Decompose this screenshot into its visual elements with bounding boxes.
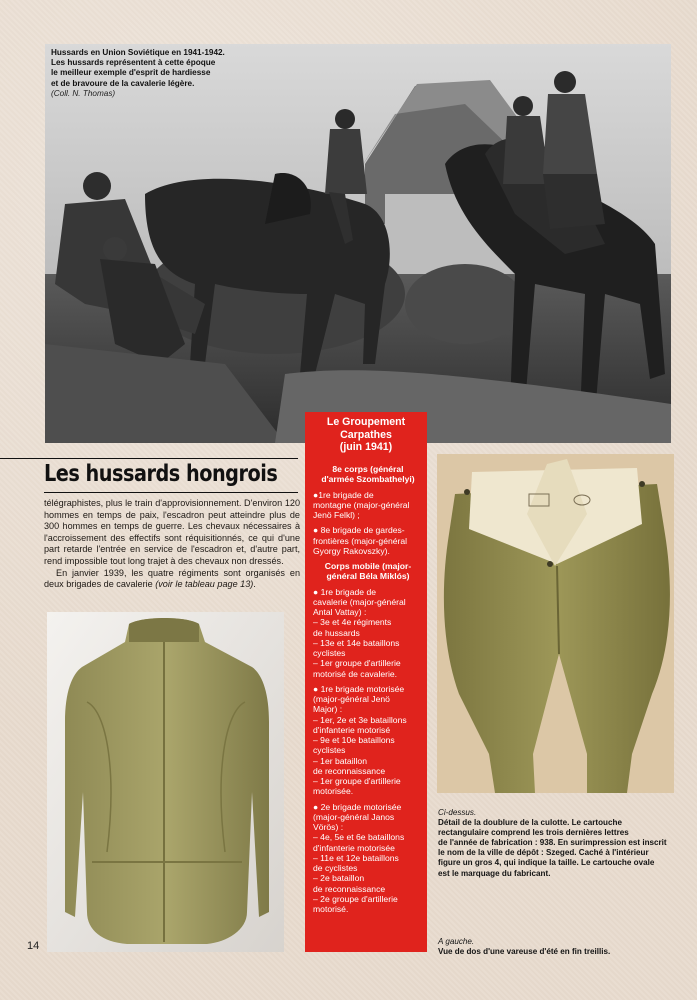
sidebar-entry-line: frontières (major-général xyxy=(313,535,408,546)
sidebar-heading-line: 8e corps (général xyxy=(332,464,404,474)
sidebar-unit-entry xyxy=(313,684,423,797)
caption-line: figure un gros 4, qui indique la taille. Le cartouche ovale xyxy=(438,858,655,868)
sidebar-section-heading xyxy=(313,464,423,485)
sidebar-heading-line: général Béla Miklós) xyxy=(326,571,410,582)
caption-line: est le marquage du fabricant. xyxy=(438,868,551,878)
sidebar-box xyxy=(305,412,427,952)
sidebar-entry-line: ● 8e brigade de gardes- xyxy=(313,525,405,536)
sidebar-content xyxy=(313,464,423,914)
sidebar-entry-line: ● 2e brigade motorisée xyxy=(313,801,402,812)
caption-line: rectangulaire comprend les trois dernières lettres xyxy=(438,828,629,838)
sidebar-entry-line: motorisé. xyxy=(313,904,349,914)
hussars-photo xyxy=(45,44,671,443)
caption-line: de l'année de fabrication : 938. En surimpression est inscrit xyxy=(438,838,667,848)
sidebar-title xyxy=(305,416,427,454)
caption-line: Hussards en Union Soviétique en 1941-1942. xyxy=(51,48,225,57)
sidebar-entry-line: – 9e et 10e bataillons xyxy=(313,735,395,745)
jacket-photo xyxy=(47,612,284,952)
sidebar-entry-line: – 1er groupe d'artillerie xyxy=(313,776,401,786)
caption-line: Détail de la doublure de la culotte. Le cartouche xyxy=(438,818,622,828)
sidebar-entry-line: – 1er bataillon xyxy=(313,755,367,766)
sidebar-entry-line: cyclistes xyxy=(313,745,346,756)
caption-line: le nom de la ville de dépôt : Szeged. Caché à l'intérieur xyxy=(438,848,649,858)
sidebar-entry-line: cavalerie (major-général xyxy=(313,596,406,607)
caption-line: le meilleur exemple d'esprit de hardiesse xyxy=(51,68,211,78)
photo-credit: (Coll. N. Thomas) xyxy=(51,88,116,98)
paragraph-end: . xyxy=(253,579,256,590)
sidebar-entry-line: – 1er, 2e et 3e bataillons xyxy=(313,714,407,725)
sidebar-entry-line: Gyorgy Rakovszky). xyxy=(313,545,390,556)
sidebar-entry-line: ● 1re brigade motorisée xyxy=(313,683,405,694)
caption-lead: Ci-dessus. xyxy=(438,808,477,817)
sidebar-entry-line: de reconnaissance xyxy=(313,765,386,776)
sidebar-unit-entry xyxy=(313,525,423,556)
table-reference: (voir le tableau page 13) xyxy=(155,579,254,590)
body-paragraph: télégraphistes, plus le train d'approvisionnement. D'environ 120 hommes en temps de paix, l'escadron peut atteindre plus de 300 hommes en temps de guerre. Les chevaux nécessaires à l'accroissement des effectifs sont réquisitionnés, ce qui d'une part retarde l'entrée en service de l'escadron et, d'autre part, rend impossible tout long trajet à des chevaux non dressés. xyxy=(44,498,300,566)
jacket-caption xyxy=(438,937,683,957)
sidebar-entry-line: d'infanterie motorisée xyxy=(313,842,395,853)
sidebar-entry-line: cyclistes xyxy=(313,648,346,658)
sidebar-entry-line: Vörös) : xyxy=(313,822,344,832)
sidebar-entry-line: motorisé de cavalerie. xyxy=(313,668,398,679)
sidebar-entry-line: – 2e bataillon xyxy=(313,873,365,884)
sidebar-entry-line: – 2e groupe d'artillerie xyxy=(313,893,398,904)
sidebar-title-line: Le Groupement xyxy=(326,416,406,428)
sidebar-entry-line: ● 1re brigade de xyxy=(313,586,377,597)
paragraph-start: En janvier 1939, les quatre régiments sont organisés en deux brigades de cavalerie xyxy=(44,567,300,590)
sidebar-entry-line: – 3e et 4e régiments xyxy=(313,617,392,628)
caption-line: Les hussards représentent à cette époque xyxy=(51,58,216,68)
sidebar-entry-line: de cyclistes xyxy=(313,863,358,873)
sidebar-entry-line: Jenö Felkl) ; xyxy=(313,510,360,520)
sidebar-entry-line: de hussards xyxy=(313,627,360,638)
body-paragraph-last xyxy=(44,568,300,591)
sidebar-unit-entry xyxy=(313,587,423,679)
sidebar-entry-line: Antal Vattay) : xyxy=(313,607,367,617)
top-photo-caption xyxy=(51,48,291,99)
sidebar-entry-line: (major-général Jenö xyxy=(313,694,390,704)
caption-lead: A gauche. xyxy=(438,937,475,946)
page-number: 14 xyxy=(27,940,40,952)
sidebar-entry-line: – 13e et 14e bataillons xyxy=(313,637,400,648)
article-title: Les hussards hongrois xyxy=(44,459,278,487)
sidebar-heading-line: Corps mobile (major- xyxy=(324,561,412,571)
sidebar-entry-line: d'infanterie motorisé xyxy=(313,724,391,735)
caption-text: Vue de dos d'une vareuse d'été en fin treillis. xyxy=(438,947,611,957)
sidebar-entry-line: montagne (major-général xyxy=(313,499,410,510)
sidebar-title-line: Carpathes xyxy=(340,428,392,441)
caption-line: et de bravoure de la cavalerie légère. xyxy=(51,78,195,88)
sidebar-entry-line: – 11e et 12e bataillons xyxy=(313,852,399,863)
sidebar-entry-line: ●1re brigade de xyxy=(313,489,374,500)
title-underline xyxy=(44,492,298,493)
sidebar-title-line: (juin 1941) xyxy=(339,441,393,454)
sidebar-entry-line: de reconnaissance xyxy=(313,883,386,894)
sidebar-heading-line: d'armée Szombathelyi) xyxy=(321,474,415,485)
sidebar-entry-line: – 1er groupe d'artillerie xyxy=(313,658,401,669)
breeches-caption xyxy=(438,808,683,879)
breeches-photo xyxy=(437,454,674,793)
sidebar-entry-line: motorisée. xyxy=(313,786,354,797)
sidebar-entry-line: Major) : xyxy=(313,704,343,715)
sidebar-unit-entry xyxy=(313,802,423,915)
sidebar-unit-entry xyxy=(313,490,423,521)
article-body xyxy=(44,498,300,591)
sidebar-section-heading xyxy=(313,561,423,582)
sidebar-entry-line: (major-général Janos xyxy=(313,811,395,822)
sidebar-entry-line: – 4e, 5e et 6e bataillons xyxy=(313,832,405,843)
